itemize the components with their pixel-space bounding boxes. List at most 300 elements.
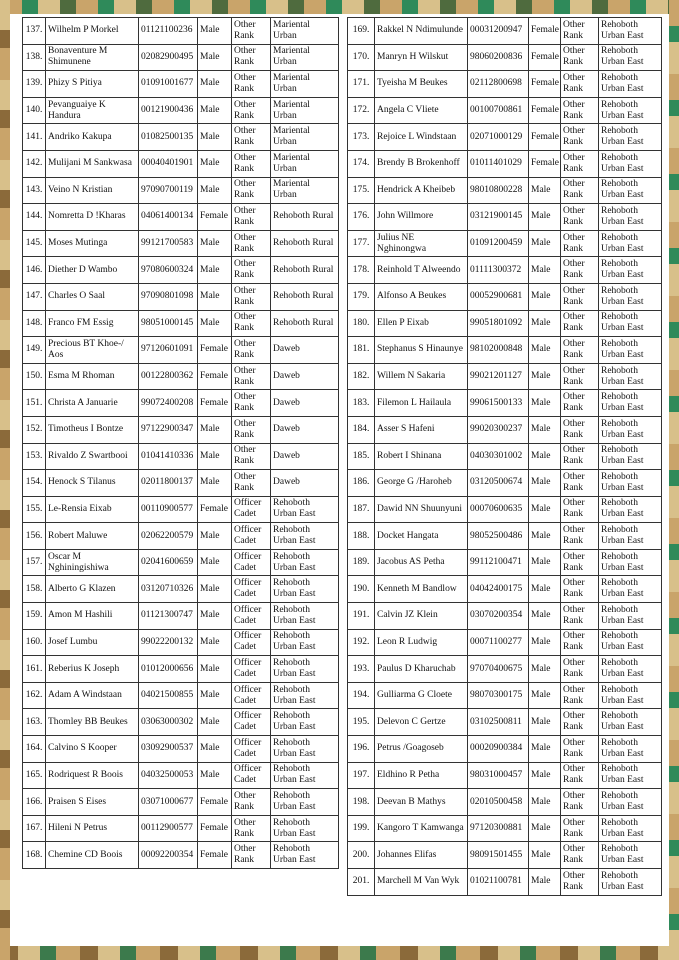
id-number-cell: 98091501455 bbox=[468, 842, 529, 869]
rank-cell: Other Rank bbox=[561, 230, 599, 257]
table-row bbox=[23, 283, 339, 310]
station-cell: Rehoboth Urban East bbox=[599, 709, 662, 736]
station-cell: Rehoboth Urban East bbox=[599, 44, 662, 71]
station-cell: Mariental Urban bbox=[271, 177, 339, 204]
gender-cell: Male bbox=[529, 736, 561, 763]
id-number-cell: 02010500458 bbox=[468, 789, 529, 816]
gender-cell: Male bbox=[529, 310, 561, 337]
row-number: 175. bbox=[348, 177, 375, 204]
gender-cell: Male bbox=[198, 523, 232, 550]
row-number: 174. bbox=[348, 150, 375, 177]
name-cell: Timotheus I Bontze bbox=[46, 416, 139, 443]
row-number: 192. bbox=[348, 629, 375, 656]
rank-cell: Other Rank bbox=[561, 842, 599, 869]
id-number-cell: 01121300747 bbox=[139, 603, 198, 630]
name-cell: Alberto G Klazen bbox=[46, 576, 139, 603]
gender-cell: Male bbox=[529, 337, 561, 364]
name-cell: Esma M Rhoman bbox=[46, 363, 139, 390]
decorative-border-bottom bbox=[0, 946, 679, 960]
name-cell: Delevon C Gertze bbox=[375, 709, 468, 736]
gender-cell: Male bbox=[529, 390, 561, 417]
gender-cell: Female bbox=[198, 204, 232, 231]
id-number-cell: 01041410336 bbox=[139, 443, 198, 470]
id-number-cell: 99021201127 bbox=[468, 363, 529, 390]
station-cell: Rehoboth Rural bbox=[271, 283, 339, 310]
gender-cell: Male bbox=[198, 709, 232, 736]
station-cell: Daweb bbox=[271, 390, 339, 417]
rank-cell: Other Rank bbox=[561, 257, 599, 284]
table-row bbox=[23, 682, 339, 709]
table-row bbox=[348, 443, 662, 470]
table-row bbox=[23, 97, 339, 124]
gender-cell: Male bbox=[529, 523, 561, 550]
name-cell: Calvino S Kooper bbox=[46, 736, 139, 763]
name-cell: Filemon L Hailaula bbox=[375, 390, 468, 417]
name-cell: Willem N Sakaria bbox=[375, 363, 468, 390]
row-number: 150. bbox=[23, 363, 46, 390]
station-cell: Daweb bbox=[271, 470, 339, 497]
gender-cell: Female bbox=[198, 337, 232, 364]
rank-cell: Other Rank bbox=[232, 815, 271, 842]
row-number: 148. bbox=[23, 310, 46, 337]
name-cell: Le-Rensia Eixab bbox=[46, 496, 139, 523]
name-cell: Hendrick A Kheibeb bbox=[375, 177, 468, 204]
row-number: 141. bbox=[23, 124, 46, 151]
name-cell: Andriko Kakupa bbox=[46, 124, 139, 151]
row-number: 169. bbox=[348, 18, 375, 45]
gender-cell: Male bbox=[198, 177, 232, 204]
id-number-cell: 01091001677 bbox=[139, 71, 198, 98]
station-cell: Rehoboth Urban East bbox=[599, 842, 662, 869]
row-number: 157. bbox=[23, 549, 46, 576]
rank-cell: Other Rank bbox=[232, 177, 271, 204]
station-cell: Rehoboth Urban East bbox=[271, 842, 339, 869]
station-cell: Rehoboth Urban East bbox=[271, 815, 339, 842]
table-row bbox=[23, 815, 339, 842]
rank-cell: Officer Cadet bbox=[232, 603, 271, 630]
gender-cell: Male bbox=[198, 310, 232, 337]
name-cell: Adam A Windstaan bbox=[46, 682, 139, 709]
table-row bbox=[348, 549, 662, 576]
station-cell: Daweb bbox=[271, 443, 339, 470]
gender-cell: Male bbox=[198, 736, 232, 763]
name-cell: Amon M Hashili bbox=[46, 603, 139, 630]
table-row bbox=[23, 762, 339, 789]
name-cell: John Willmore bbox=[375, 204, 468, 231]
rank-cell: Other Rank bbox=[232, 71, 271, 98]
rank-cell: Other Rank bbox=[561, 18, 599, 45]
row-number: 153. bbox=[23, 443, 46, 470]
table-row bbox=[23, 390, 339, 417]
gender-cell: Male bbox=[198, 470, 232, 497]
row-number: 190. bbox=[348, 576, 375, 603]
gender-cell: Female bbox=[198, 363, 232, 390]
table-row bbox=[23, 496, 339, 523]
station-cell: Rehoboth Urban East bbox=[599, 470, 662, 497]
row-number: 173. bbox=[348, 124, 375, 151]
rank-cell: Other Rank bbox=[561, 470, 599, 497]
row-number: 182. bbox=[348, 363, 375, 390]
rank-cell: Officer Cadet bbox=[232, 682, 271, 709]
station-cell: Mariental Urban bbox=[271, 97, 339, 124]
gender-cell: Male bbox=[529, 443, 561, 470]
gender-cell: Male bbox=[198, 576, 232, 603]
rank-cell: Other Rank bbox=[232, 230, 271, 257]
row-number: 187. bbox=[348, 496, 375, 523]
name-cell: Nomretta D !Kharas bbox=[46, 204, 139, 231]
row-number: 162. bbox=[23, 682, 46, 709]
row-number: 185. bbox=[348, 443, 375, 470]
rank-cell: Other Rank bbox=[232, 337, 271, 364]
id-number-cell: 02041600659 bbox=[139, 549, 198, 576]
table-row bbox=[348, 523, 662, 550]
gender-cell: Male bbox=[198, 762, 232, 789]
table-row bbox=[348, 337, 662, 364]
station-cell: Rehoboth Urban East bbox=[271, 549, 339, 576]
id-number-cell: 03121900145 bbox=[468, 204, 529, 231]
table-row bbox=[23, 603, 339, 630]
table-row bbox=[348, 230, 662, 257]
rank-cell: Other Rank bbox=[561, 869, 599, 896]
gender-cell: Male bbox=[198, 97, 232, 124]
table-row bbox=[348, 257, 662, 284]
table-row bbox=[23, 230, 339, 257]
table-row bbox=[348, 842, 662, 869]
station-cell: Rehoboth Urban East bbox=[599, 656, 662, 683]
rank-cell: Officer Cadet bbox=[232, 762, 271, 789]
id-number-cell: 98060200836 bbox=[468, 44, 529, 71]
name-cell: Kenneth M Bandlow bbox=[375, 576, 468, 603]
name-cell: Robert Maluwe bbox=[46, 523, 139, 550]
gender-cell: Male bbox=[529, 789, 561, 816]
table-row bbox=[23, 629, 339, 656]
station-cell: Mariental Urban bbox=[271, 44, 339, 71]
id-number-cell: 01011401029 bbox=[468, 150, 529, 177]
row-number: 198. bbox=[348, 789, 375, 816]
id-number-cell: 00070600635 bbox=[468, 496, 529, 523]
row-number: 188. bbox=[348, 523, 375, 550]
row-number: 191. bbox=[348, 603, 375, 630]
station-cell: Rehoboth Rural bbox=[271, 204, 339, 231]
id-number-cell: 97080600324 bbox=[139, 257, 198, 284]
rank-cell: Officer Cadet bbox=[232, 549, 271, 576]
station-cell: Rehoboth Urban East bbox=[599, 603, 662, 630]
row-number: 166. bbox=[23, 789, 46, 816]
id-number-cell: 02071000129 bbox=[468, 124, 529, 151]
id-number-cell: 01021100781 bbox=[468, 869, 529, 896]
station-cell: Daweb bbox=[271, 337, 339, 364]
gender-cell: Male bbox=[198, 656, 232, 683]
rank-cell: Other Rank bbox=[561, 629, 599, 656]
name-cell: Marchell M Van Wyk bbox=[375, 869, 468, 896]
id-number-cell: 01012000656 bbox=[139, 656, 198, 683]
rank-cell: Other Rank bbox=[561, 150, 599, 177]
row-number: 160. bbox=[23, 629, 46, 656]
table-row bbox=[348, 390, 662, 417]
rank-cell: Other Rank bbox=[232, 44, 271, 71]
row-number: 195. bbox=[348, 709, 375, 736]
table-row bbox=[348, 283, 662, 310]
rank-cell: Other Rank bbox=[232, 283, 271, 310]
row-number: 179. bbox=[348, 283, 375, 310]
rank-cell: Other Rank bbox=[232, 390, 271, 417]
table-row bbox=[348, 629, 662, 656]
row-number: 186. bbox=[348, 470, 375, 497]
station-cell: Rehoboth Urban East bbox=[599, 204, 662, 231]
gender-cell: Male bbox=[529, 416, 561, 443]
station-cell: Rehoboth Urban East bbox=[599, 230, 662, 257]
rank-cell: Other Rank bbox=[561, 390, 599, 417]
rank-cell: Other Rank bbox=[232, 150, 271, 177]
row-number: 171. bbox=[348, 71, 375, 98]
decorative-border-left bbox=[0, 0, 10, 960]
row-number: 152. bbox=[23, 416, 46, 443]
gender-cell: Male bbox=[529, 762, 561, 789]
rank-cell: Other Rank bbox=[232, 18, 271, 45]
id-number-cell: 98102000848 bbox=[468, 337, 529, 364]
name-cell: Asser S Hafeni bbox=[375, 416, 468, 443]
gender-cell: Female bbox=[198, 815, 232, 842]
table-row bbox=[348, 576, 662, 603]
gender-cell: Male bbox=[198, 18, 232, 45]
rank-cell: Other Rank bbox=[561, 44, 599, 71]
table-row bbox=[23, 204, 339, 231]
station-cell: Rehoboth Urban East bbox=[599, 18, 662, 45]
station-cell: Rehoboth Urban East bbox=[599, 576, 662, 603]
id-number-cell: 03070200354 bbox=[468, 603, 529, 630]
station-cell: Mariental Urban bbox=[271, 71, 339, 98]
row-number: 161. bbox=[23, 656, 46, 683]
table-row bbox=[23, 523, 339, 550]
table-row bbox=[23, 310, 339, 337]
row-number: 151. bbox=[23, 390, 46, 417]
name-cell: Deevan B Mathys bbox=[375, 789, 468, 816]
id-number-cell: 00031200947 bbox=[468, 18, 529, 45]
row-number: 168. bbox=[23, 842, 46, 869]
table-row bbox=[23, 789, 339, 816]
id-number-cell: 98010800228 bbox=[468, 177, 529, 204]
decorative-border-top bbox=[0, 0, 679, 14]
row-number: 180. bbox=[348, 310, 375, 337]
row-number: 140. bbox=[23, 97, 46, 124]
row-number: 137. bbox=[23, 18, 46, 45]
gender-cell: Male bbox=[198, 124, 232, 151]
rank-cell: Other Rank bbox=[561, 549, 599, 576]
station-cell: Rehoboth Urban East bbox=[599, 815, 662, 842]
gender-cell: Female bbox=[198, 842, 232, 869]
row-number: 181. bbox=[348, 337, 375, 364]
name-cell: Petrus /Goagoseb bbox=[375, 736, 468, 763]
table-row bbox=[348, 656, 662, 683]
id-number-cell: 01082500135 bbox=[139, 124, 198, 151]
station-cell: Rehoboth Urban East bbox=[599, 416, 662, 443]
rank-cell: Other Rank bbox=[561, 97, 599, 124]
name-cell: Diether D Wambo bbox=[46, 257, 139, 284]
table-row bbox=[23, 363, 339, 390]
gender-cell: Male bbox=[529, 283, 561, 310]
id-number-cell: 00112900577 bbox=[139, 815, 198, 842]
station-cell: Rehoboth Urban East bbox=[271, 682, 339, 709]
rank-cell: Other Rank bbox=[561, 337, 599, 364]
table-row bbox=[23, 549, 339, 576]
gender-cell: Male bbox=[198, 682, 232, 709]
rank-cell: Other Rank bbox=[561, 283, 599, 310]
row-number: 194. bbox=[348, 682, 375, 709]
rank-cell: Other Rank bbox=[232, 310, 271, 337]
station-cell: Rehoboth Urban East bbox=[271, 496, 339, 523]
row-number: 193. bbox=[348, 656, 375, 683]
name-cell: Brendy B Brokenhoff bbox=[375, 150, 468, 177]
name-cell: Eldhino R Petha bbox=[375, 762, 468, 789]
rank-cell: Other Rank bbox=[561, 124, 599, 151]
table-row bbox=[23, 576, 339, 603]
row-number: 164. bbox=[23, 736, 46, 763]
row-number: 163. bbox=[23, 709, 46, 736]
id-number-cell: 98070300175 bbox=[468, 682, 529, 709]
id-number-cell: 02011800137 bbox=[139, 470, 198, 497]
row-number: 172. bbox=[348, 97, 375, 124]
rank-cell: Other Rank bbox=[561, 204, 599, 231]
name-cell: Chemine CD Boois bbox=[46, 842, 139, 869]
station-cell: Rehoboth Rural bbox=[271, 257, 339, 284]
rank-cell: Other Rank bbox=[561, 762, 599, 789]
name-cell: Josef Lumbu bbox=[46, 629, 139, 656]
gender-cell: Female bbox=[198, 496, 232, 523]
id-number-cell: 00122800362 bbox=[139, 363, 198, 390]
name-cell: Hileni N Petrus bbox=[46, 815, 139, 842]
rank-cell: Other Rank bbox=[561, 523, 599, 550]
name-cell: Henock S Tilanus bbox=[46, 470, 139, 497]
name-cell: Pevanguaiye K Handura bbox=[46, 97, 139, 124]
name-cell: Rodriquest R Boois bbox=[46, 762, 139, 789]
right-column bbox=[347, 17, 661, 896]
table-row bbox=[348, 603, 662, 630]
rank-cell: Other Rank bbox=[232, 97, 271, 124]
gender-cell: Male bbox=[198, 230, 232, 257]
gender-cell: Male bbox=[529, 496, 561, 523]
id-number-cell: 98051000145 bbox=[139, 310, 198, 337]
name-cell: Docket Hangata bbox=[375, 523, 468, 550]
station-cell: Rehoboth Urban East bbox=[599, 337, 662, 364]
row-number: 139. bbox=[23, 71, 46, 98]
gender-cell: Female bbox=[529, 97, 561, 124]
gender-cell: Female bbox=[529, 18, 561, 45]
name-cell: Manryn H Wilskut bbox=[375, 44, 468, 71]
row-number: 165. bbox=[23, 762, 46, 789]
station-cell: Mariental Urban bbox=[271, 124, 339, 151]
rank-cell: Other Rank bbox=[232, 842, 271, 869]
station-cell: Rehoboth Urban East bbox=[271, 789, 339, 816]
gender-cell: Male bbox=[529, 363, 561, 390]
gender-cell: Male bbox=[198, 283, 232, 310]
station-cell: Mariental Urban bbox=[271, 150, 339, 177]
id-number-cell: 03120500674 bbox=[468, 470, 529, 497]
row-number: 177. bbox=[348, 230, 375, 257]
name-cell: Alfonso A Beukes bbox=[375, 283, 468, 310]
rank-cell: Other Rank bbox=[232, 789, 271, 816]
id-number-cell: 99121700583 bbox=[139, 230, 198, 257]
id-number-cell: 04030301002 bbox=[468, 443, 529, 470]
table-row bbox=[348, 310, 662, 337]
station-cell: Rehoboth Urban East bbox=[599, 97, 662, 124]
gender-cell: Male bbox=[529, 815, 561, 842]
id-number-cell: 04042400175 bbox=[468, 576, 529, 603]
rank-cell: Other Rank bbox=[561, 682, 599, 709]
table-row bbox=[23, 71, 339, 98]
station-cell: Rehoboth Urban East bbox=[599, 390, 662, 417]
gender-cell: Male bbox=[198, 257, 232, 284]
row-number: 167. bbox=[23, 815, 46, 842]
name-cell: Veino N Kristian bbox=[46, 177, 139, 204]
row-number: 144. bbox=[23, 204, 46, 231]
id-number-cell: 00040401901 bbox=[139, 150, 198, 177]
rank-cell: Officer Cadet bbox=[232, 523, 271, 550]
id-number-cell: 02062200579 bbox=[139, 523, 198, 550]
table-row bbox=[348, 177, 662, 204]
table-row bbox=[348, 815, 662, 842]
table-row bbox=[23, 337, 339, 364]
gender-cell: Female bbox=[198, 390, 232, 417]
rank-cell: Other Rank bbox=[232, 470, 271, 497]
rank-cell: Other Rank bbox=[561, 815, 599, 842]
table-row bbox=[23, 842, 339, 869]
rank-cell: Other Rank bbox=[561, 496, 599, 523]
table-row bbox=[348, 496, 662, 523]
row-number: 197. bbox=[348, 762, 375, 789]
station-cell: Rehoboth Urban East bbox=[599, 736, 662, 763]
table-row bbox=[23, 416, 339, 443]
name-cell: Calvin JZ Klein bbox=[375, 603, 468, 630]
name-cell: Rivaldo Z Swartbooi bbox=[46, 443, 139, 470]
id-number-cell: 97070400675 bbox=[468, 656, 529, 683]
id-number-cell: 00052900681 bbox=[468, 283, 529, 310]
table-row bbox=[348, 363, 662, 390]
name-cell: Paulus D Kharuchab bbox=[375, 656, 468, 683]
table-row bbox=[23, 709, 339, 736]
gender-cell: Male bbox=[529, 869, 561, 896]
decorative-border-right bbox=[669, 0, 679, 960]
name-cell: Kangoro T Kamwanga bbox=[375, 815, 468, 842]
name-cell: Dawid NN Shuunyuni bbox=[375, 496, 468, 523]
table-row bbox=[23, 124, 339, 151]
gender-cell: Male bbox=[529, 682, 561, 709]
row-number: 154. bbox=[23, 470, 46, 497]
rank-cell: Other Rank bbox=[561, 709, 599, 736]
rank-cell: Other Rank bbox=[561, 416, 599, 443]
gender-cell: Male bbox=[198, 416, 232, 443]
id-number-cell: 01111300372 bbox=[468, 257, 529, 284]
id-number-cell: 00020900384 bbox=[468, 736, 529, 763]
rank-cell: Other Rank bbox=[561, 736, 599, 763]
name-cell: Reberius K Joseph bbox=[46, 656, 139, 683]
rank-cell: Other Rank bbox=[561, 656, 599, 683]
station-cell: Rehoboth Urban East bbox=[599, 71, 662, 98]
station-cell: Rehoboth Urban East bbox=[599, 789, 662, 816]
rank-cell: Other Rank bbox=[232, 363, 271, 390]
station-cell: Rehoboth Urban East bbox=[599, 523, 662, 550]
table-row bbox=[348, 682, 662, 709]
station-cell: Rehoboth Urban East bbox=[271, 736, 339, 763]
name-cell: Christa A Januarie bbox=[46, 390, 139, 417]
row-number: 176. bbox=[348, 204, 375, 231]
table-row bbox=[23, 257, 339, 284]
gender-cell: Male bbox=[198, 443, 232, 470]
gender-cell: Male bbox=[529, 709, 561, 736]
station-cell: Rehoboth Urban East bbox=[271, 523, 339, 550]
table-row bbox=[348, 470, 662, 497]
row-number: 189. bbox=[348, 549, 375, 576]
id-number-cell: 00121900436 bbox=[139, 97, 198, 124]
